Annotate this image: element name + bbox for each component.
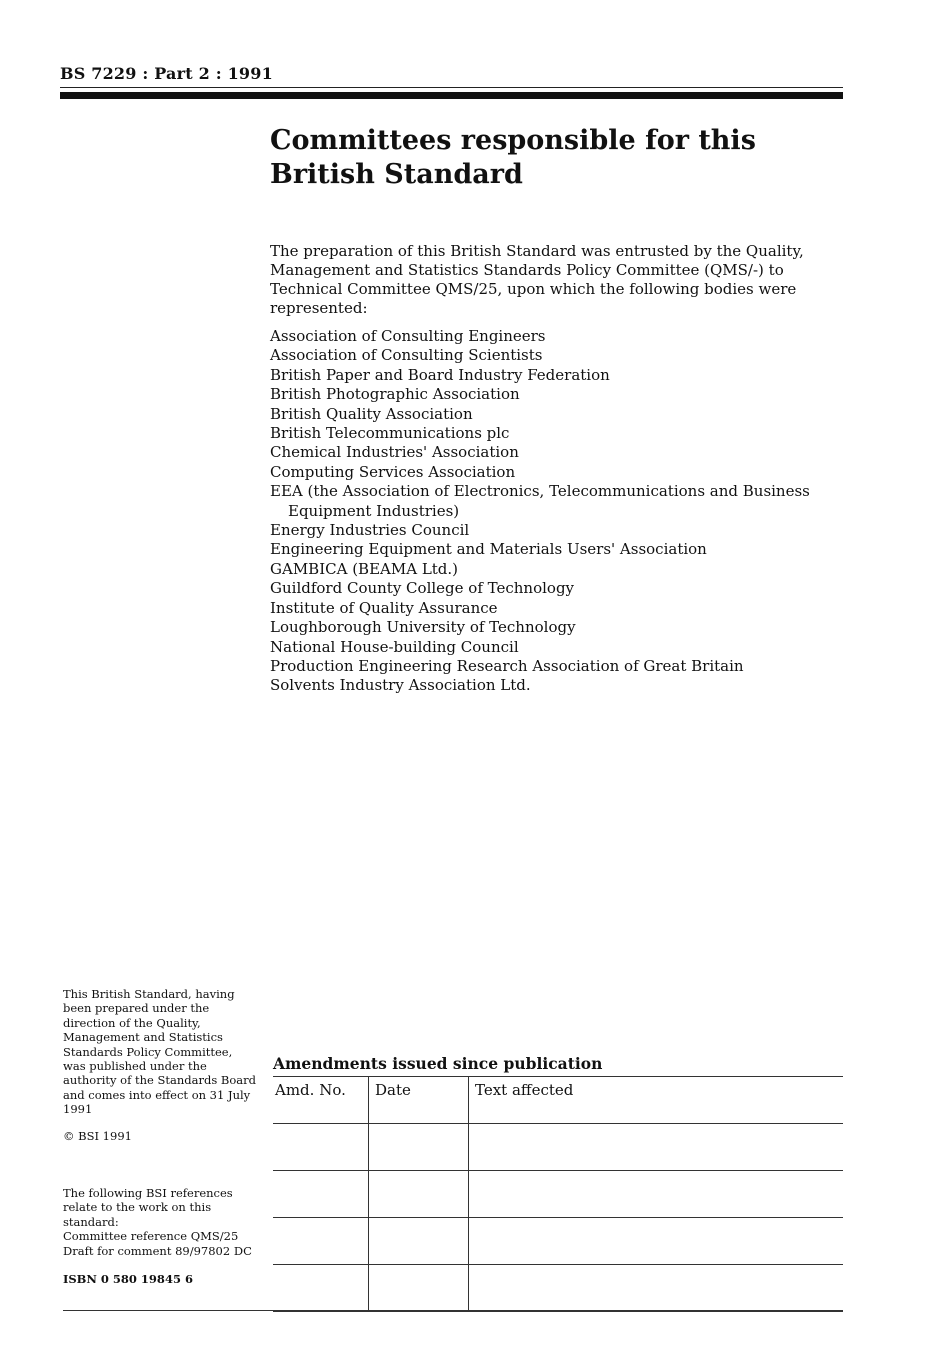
represented-body: EEA (the Association of Electronics, Telecommunications and Business Equipment Industries)	[270, 482, 810, 520]
represented-body: Engineering Equipment and Materials Users' Association	[270, 540, 707, 559]
amendments-table	[273, 1076, 843, 1312]
represented-bodies-list	[270, 327, 850, 696]
represented-body: Solvents Industry Association Ltd.	[270, 676, 531, 695]
represented-body: British Telecommunications plc	[270, 424, 510, 443]
represented-body: Loughborough University of Technology	[270, 618, 576, 637]
represented-body: British Quality Association	[270, 404, 473, 423]
represented-body: Institute of Quality Assurance	[270, 598, 498, 617]
amendment-text-cell	[469, 1218, 844, 1265]
amendment-text-cell	[469, 1265, 844, 1312]
column-header-text-affected: Text affected	[469, 1077, 844, 1124]
amendment-number-cell	[273, 1218, 369, 1265]
represented-body: National House-building Council	[270, 637, 519, 656]
footer-rule	[63, 1310, 843, 1311]
page-title-line1: Committees responsible for this	[270, 125, 756, 156]
header-rule-thick	[60, 92, 843, 99]
represented-body: Production Engineering Research Association of Great Britain	[270, 656, 744, 675]
table-row	[273, 1218, 843, 1265]
represented-body: Guildford County College of Technology	[270, 579, 575, 598]
amendment-number-cell	[273, 1265, 369, 1312]
amendment-date-cell	[369, 1171, 469, 1218]
table-row	[273, 1265, 843, 1312]
page-title	[270, 124, 830, 192]
bsi-references	[63, 1186, 258, 1258]
column-header-date: Date	[369, 1077, 469, 1124]
represented-body: British Paper and Board Industry Federation	[270, 365, 610, 384]
amendment-date-cell	[369, 1124, 469, 1171]
table-row	[273, 1171, 843, 1218]
intro-paragraph: The preparation of this British Standard was entrusted by the Quality, Management and Statistics Standards Policy Committee (QMS/-) to Technical Committee QMS/25, upon which the following bodies were represented:	[270, 242, 804, 317]
publication-note: This British Standard, having been prepared under the direction of the Quality, Management and Statistics Standards Policy Committee, was published under the authority of the Standards Board and comes into effect on 31 July 1991	[63, 987, 256, 1117]
document-id: BS 7229 : Part 2 : 1991	[60, 64, 273, 83]
references-intro: The following BSI references relate to the work on this standard:	[63, 1186, 233, 1229]
amendment-number-cell	[273, 1124, 369, 1171]
draft-reference: Draft for comment 89/97802 DC	[63, 1243, 252, 1258]
isbn: ISBN 0 580 19845 6	[63, 1272, 193, 1286]
amendment-number-cell	[273, 1171, 369, 1218]
represented-body: Computing Services Association	[270, 462, 516, 481]
amendments-header-row	[273, 1077, 843, 1124]
committee-reference: Committee reference QMS/25	[63, 1229, 239, 1244]
represented-body: Association of Consulting Scientists	[270, 346, 543, 365]
amendment-text-cell	[469, 1124, 844, 1171]
represented-body: GAMBICA (BEAMA Ltd.)	[270, 559, 459, 578]
represented-body: Chemical Industries' Association	[270, 443, 519, 462]
represented-body: Energy Industries Council	[270, 521, 470, 540]
table-row	[273, 1124, 843, 1171]
represented-body: British Photographic Association	[270, 385, 520, 404]
page-title-line2: British Standard	[270, 159, 523, 190]
represented-body: Association of Consulting Engineers	[270, 327, 546, 345]
amendment-date-cell	[369, 1218, 469, 1265]
column-header-amd-no: Amd. No.	[273, 1077, 369, 1124]
amendment-date-cell	[369, 1265, 469, 1312]
copyright-notice: © BSI 1991	[63, 1129, 132, 1143]
amendments-title: Amendments issued since publication	[273, 1054, 603, 1073]
amendment-text-cell	[469, 1171, 844, 1218]
header-rule-thin	[60, 87, 843, 88]
